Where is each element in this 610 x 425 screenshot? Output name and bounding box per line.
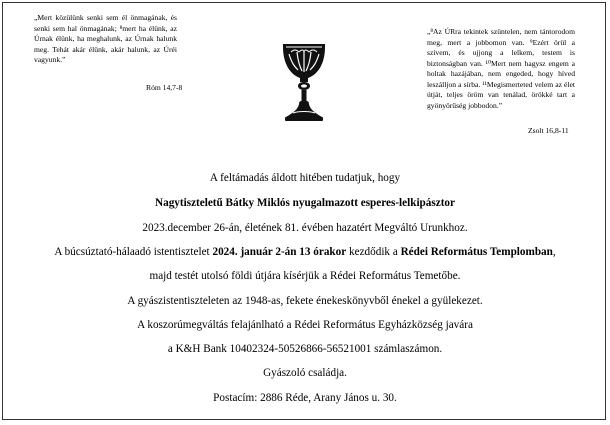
family-signature: Gyászoló családja.: [263, 367, 347, 379]
bank-account-line: a K&H Bank 10402324-50526866-56521001 számlaszámon.: [167, 343, 443, 355]
service-date: 2024. január 2-án 13 órakor: [212, 246, 347, 258]
deceased-name-text: Nagytiszteletű Bátky Miklós nyugalmazott esperes-lelkipásztor: [155, 197, 455, 209]
hymnal-line: A gyászistentiszteleten az 1948-as, fekete énekeskönyvből énekel a gyülekezet.: [127, 295, 483, 307]
quote-romans-text: „Mert közülünk senki sem él önmagának, és senki sem hal önmagának; ⁸mert ha élünk, az Úrnak élünk, ha meghalunk, az Úrnak halunk meg. Tehát akár élünk, akár halunk, az Úréi vagyunk.”: [34, 13, 177, 64]
death-date-line: 2023.december 26-án, életének 81. évében hazatért Megváltó Urunkhoz.: [142, 222, 468, 234]
service-text-c: ,: [552, 246, 556, 258]
quote-romans: [34, 13, 177, 66]
service-text-b: kezdődik a: [346, 246, 401, 258]
announcement-intro: A feltámadás áldott hitében tudatjuk, hogy: [209, 172, 401, 184]
chalice-icon: [281, 40, 327, 125]
quote-psalm-reference: Zsolt 16,8-11: [528, 126, 569, 135]
deceased-name: [0, 197, 610, 209]
quote-psalm-text: „⁸Az ÚRra tekintek szüntelen, nem tántorodom meg, mert a jobbomon van. ⁹Ezért örül a szívem, és ujjong a lelkem, testem is biztonságban van. ¹⁰Mert nem hagysz engem a holtak hazájában, nem engeded, hogy híved leszálljon a sírba. ¹¹Megismerteted velem az élet útját, teljes öröm van tenálad, örökké tart a gyönyörűség jobbodon.”: [427, 27, 575, 110]
service-text-a: A búcsúztató-hálaadó istentisztelet: [54, 246, 213, 258]
quote-psalm: [427, 27, 575, 111]
service-church: Rédei Református Templomban: [400, 246, 553, 258]
service-line: [0, 246, 610, 258]
postal-address: Postacím: 2886 Réde, Arany János u. 30.: [213, 392, 397, 404]
quote-romans-reference: Róm 14,7-8: [146, 83, 183, 92]
burial-line: majd testét utolsó földi útjára kísérjük a Rédei Református Temetőbe.: [149, 270, 461, 282]
wreath-line: A koszorúmegváltás felajánlható a Rédei Református Egyházközség javára: [137, 319, 473, 331]
